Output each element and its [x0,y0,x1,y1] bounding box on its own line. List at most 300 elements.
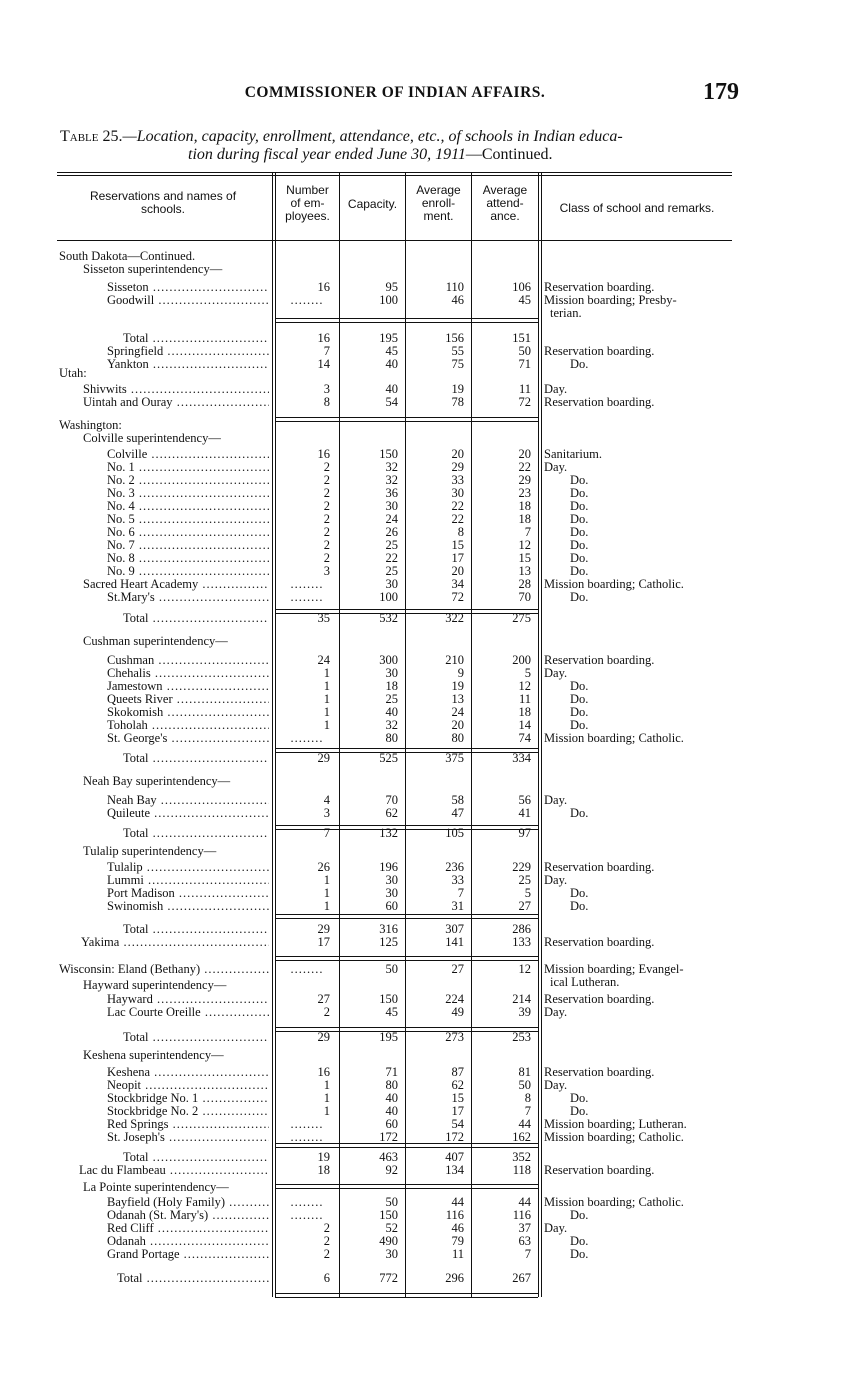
capacity-cell: 196 [379,860,398,874]
capacity-cell: 30 [385,886,398,900]
total-row [57,612,732,625]
remarks-cell: Reservation boarding. [544,860,655,874]
attendance-cell: 7 [524,525,531,539]
capacity-cell: 60 [385,899,398,913]
school-name: Lummi ..... [107,874,269,887]
remarks-cell: Do. [570,473,589,487]
enrollment-cell: 54 [451,1117,464,1131]
attendance-cell: 22 [518,460,531,474]
school-name: Shivwits ..... [83,383,269,396]
remarks-cell: Reservation boarding. [544,935,655,949]
enrollment-cell: 17 [451,1104,464,1118]
enrollment-cell: 17 [451,551,464,565]
caption-suffix: —Continued. [465,146,553,163]
employees-cell: 2 [323,538,330,552]
col-header-attendance: Average attend- ance. [482,183,528,223]
school-name: Bayfield (Holy Family) ..... [107,1196,269,1209]
employees-cell: 26 [317,860,330,874]
school-name: Total ..... [123,923,269,936]
school-name: Total ..... [123,332,269,345]
capacity-cell: 40 [385,1104,398,1118]
remarks-continuation: ical Lutheran. [550,975,620,989]
attendance-cell: 200 [512,653,531,667]
school-name: Skokomish ..... [107,706,269,719]
employees-cell: 24 [317,653,330,667]
school-name: Swinomish ..... [107,900,269,913]
employees-cell: 19 [317,1150,330,1164]
attendance-cell: 27 [518,899,531,913]
enrollment-cell: 46 [451,293,464,307]
remarks-cell: Mission boarding; Catholic. [544,1195,684,1209]
school-name: No. 4 ..... [107,500,269,513]
school-name: Total ..... [123,612,269,625]
remarks-cell: Reservation boarding. [544,653,655,667]
section-heading: Utah: [59,366,87,380]
enrollment-cell: 34 [451,577,464,591]
attendance-cell: 50 [518,1078,531,1092]
table-label: Table 25. [60,128,123,145]
employees-cell: 35 [317,611,330,625]
enrollment-cell: 375 [445,751,464,765]
remarks-cell: Reservation boarding. [544,280,655,294]
page-number: 179 [703,79,739,105]
capacity-cell: 80 [385,731,398,745]
total-row [57,1272,732,1285]
employees-cell: 16 [317,331,330,345]
enrollment-cell: 116 [445,1208,464,1222]
remarks-cell: Do. [570,679,589,693]
total-row [57,827,732,840]
enrollment-cell: 105 [445,826,464,840]
attendance-cell: 50 [518,344,531,358]
attendance-cell: 18 [518,499,531,513]
attendance-cell: 41 [518,806,531,820]
subtotal-rule [275,1184,538,1189]
enrollment-cell: 44 [451,1195,464,1209]
running-header [0,79,857,108]
total-row [57,1031,732,1044]
section-heading: Washington: [59,418,122,432]
capacity-cell: 32 [385,460,398,474]
col-header-employees: Number of em- ployees. [285,183,330,223]
superintendency-heading: La Pointe superintendency— [83,1180,229,1194]
data-table [57,172,732,1297]
remarks-cell: Day. [544,460,568,474]
school-name: No. 6 ..... [107,526,269,539]
school-name: Port Madison ..... [107,887,269,900]
enrollment-cell: 19 [451,679,464,693]
remarks-cell: Do. [570,1247,589,1261]
employees-cell: 3 [323,564,330,578]
school-name: Wisconsin: Eland (Bethany) ..... [59,963,269,976]
employees-cell: 14 [317,357,330,371]
attendance-cell: 28 [518,577,531,591]
attendance-cell: 18 [518,705,531,719]
capacity-cell: 100 [379,590,398,604]
employees-cell: 27 [317,992,330,1006]
school-name: No. 9 ..... [107,565,269,578]
enrollment-cell: 8 [457,525,464,539]
enrollment-cell: 224 [445,992,464,1006]
empty-cell-dots: ........ [290,591,324,604]
employees-cell: 7 [323,344,330,358]
enrollment-cell: 307 [445,922,464,936]
remarks-cell: Do. [570,538,589,552]
employees-cell: 2 [323,486,330,500]
capacity-cell: 132 [379,826,398,840]
capacity-cell: 32 [385,473,398,487]
attendance-cell: 18 [518,512,531,526]
attendance-cell: 44 [518,1117,531,1131]
enrollment-cell: 72 [451,590,464,604]
employees-cell: 3 [323,806,330,820]
enrollment-cell: 11 [451,1247,464,1261]
employees-cell: 1 [323,705,330,719]
enrollment-cell: 19 [451,382,464,396]
attendance-cell: 39 [518,1005,531,1019]
caption-line-2: tion during fiscal year ended June 30, 1911 [188,146,466,163]
employees-cell: 29 [317,751,330,765]
remarks-cell: Do. [570,886,589,900]
school-name: Tulalip ..... [107,861,269,874]
table-row [57,732,732,745]
table-row [57,936,732,949]
school-name: Chehalis ..... [107,667,269,680]
attendance-cell: 151 [512,331,531,345]
employees-cell: 2 [323,460,330,474]
enrollment-cell: 46 [451,1221,464,1235]
table-row [57,1164,732,1177]
attendance-cell: 13 [518,564,531,578]
employees-cell: 1 [323,1091,330,1105]
remarks-cell: Day. [544,382,568,396]
attendance-cell: 5 [524,666,531,680]
school-name: Queets River ..... [107,693,269,706]
attendance-cell: 20 [518,447,531,461]
remarks-cell: Do. [570,486,589,500]
employees-cell: 1 [323,1078,330,1092]
remarks-cell: Do. [570,692,589,706]
remarks-cell: Day. [544,1078,568,1092]
capacity-cell: 100 [379,293,398,307]
empty-cell-dots: ........ [290,294,324,307]
table-row [57,1006,732,1019]
capacity-cell: 32 [385,718,398,732]
capacity-cell: 30 [385,666,398,680]
enrollment-cell: 22 [451,499,464,513]
capacity-cell: 26 [385,525,398,539]
school-name: Cushman ..... [107,654,269,667]
school-name: Springfield ..... [107,345,269,358]
employees-cell: 2 [323,473,330,487]
col-header-remarks: Class of school and remarks. [559,201,715,215]
attendance-cell: 25 [518,873,531,887]
capacity-cell: 62 [385,806,398,820]
school-name: Lac du Flambeau ..... [79,1164,269,1177]
remarks-cell: Do. [570,551,589,565]
table-row [57,807,732,820]
school-name: Lac Courte Oreille ..... [107,1006,269,1019]
enrollment-cell: 62 [451,1078,464,1092]
school-name: Neopit ..... [107,1079,269,1092]
school-name: No. 2 ..... [107,474,269,487]
col-header-enrollment: Average enroll- ment. [416,183,461,223]
empty-cell-dots: ........ [290,578,324,591]
school-name: Yakima ..... [81,936,269,949]
employees-cell: 1 [323,886,330,900]
attendance-cell: 275 [512,611,531,625]
capacity-cell: 25 [385,692,398,706]
col-header-capacity: Capacity. [347,197,398,211]
enrollment-cell: 210 [445,653,464,667]
school-name: Goodwill ..... [107,294,269,307]
enrollment-cell: 172 [445,1130,464,1144]
capacity-cell: 40 [385,1091,398,1105]
school-name: No. 7 ..... [107,539,269,552]
superintendency-heading: Hayward superintendency— [83,978,227,992]
header-bottom-rule [57,240,732,241]
capacity-cell: 80 [385,1078,398,1092]
remarks-cell: Mission boarding; Lutheran. [544,1117,687,1131]
remarks-cell: Do. [570,1104,589,1118]
enrollment-cell: 15 [451,1091,464,1105]
remarks-cell: Do. [570,590,589,604]
superintendency-heading: Tulalip superintendency— [83,844,217,858]
capacity-cell: 40 [385,705,398,719]
remarks-cell: Day. [544,793,568,807]
attendance-cell: 74 [518,731,531,745]
table-row [57,293,732,320]
remarks-cell: Reservation boarding. [544,1065,655,1079]
enrollment-cell: 79 [451,1234,464,1248]
employees-cell: 1 [323,718,330,732]
employees-cell: 2 [323,1221,330,1235]
capacity-cell: 195 [379,331,398,345]
table-top-rule [57,172,732,173]
attendance-cell: 12 [518,679,531,693]
remarks-cell: Do. [570,564,589,578]
school-name: St.Mary's ..... [107,591,269,604]
remarks-cell: Reservation boarding. [544,992,655,1006]
employees-cell: 29 [317,922,330,936]
attendance-cell: 5 [524,886,531,900]
employees-cell: 18 [317,1163,330,1177]
enrollment-cell: 33 [451,473,464,487]
attendance-cell: 70 [518,590,531,604]
enrollment-cell: 29 [451,460,464,474]
enrollment-cell: 15 [451,538,464,552]
school-name: Keshena ..... [107,1066,269,1079]
employees-cell: 2 [323,512,330,526]
attendance-cell: 12 [518,962,531,976]
capacity-cell: 316 [379,922,398,936]
remarks-cell: Mission boarding; Catholic. [544,1130,684,1144]
capacity-cell: 525 [379,751,398,765]
capacity-cell: 52 [385,1221,398,1235]
school-name: Stockbridge No. 2 ..... [107,1105,269,1118]
empty-cell-dots: ........ [290,732,324,745]
enrollment-cell: 322 [445,611,464,625]
caption-line-1: —Location, capacity, enrollment, attendance, etc., of schools in Indian educa- [122,128,623,145]
enrollment-cell: 30 [451,486,464,500]
capacity-cell: 463 [379,1150,398,1164]
enrollment-cell: 49 [451,1005,464,1019]
subtotal-rule [275,318,538,323]
school-name: Jamestown ..... [107,680,269,693]
remarks-cell: Do. [570,899,589,913]
school-name: Sacred Heart Academy ..... [83,578,269,591]
superintendency-heading: Sisseton superintendency— [83,262,223,276]
capacity-cell: 45 [385,1005,398,1019]
capacity-cell: 195 [379,1030,398,1044]
employees-cell: 2 [323,1247,330,1261]
attendance-cell: 162 [512,1130,531,1144]
school-name: St. Joseph's ..... [107,1131,269,1144]
enrollment-cell: 75 [451,357,464,371]
attendance-cell: 56 [518,793,531,807]
school-name: Total ..... [117,1272,269,1285]
employees-cell: 29 [317,1030,330,1044]
enrollment-cell: 33 [451,873,464,887]
school-name: Hayward ..... [107,993,269,1006]
employees-cell: 1 [323,1104,330,1118]
attendance-cell: 106 [512,280,531,294]
school-name: Stockbridge No. 1 ..... [107,1092,269,1105]
capacity-cell: 25 [385,564,398,578]
capacity-cell: 532 [379,611,398,625]
school-name: Red Springs ..... [107,1118,269,1131]
employees-cell: 1 [323,679,330,693]
subtotal-rule [275,914,538,919]
attendance-cell: 334 [512,751,531,765]
enrollment-cell: 58 [451,793,464,807]
enrollment-cell: 27 [451,962,464,976]
remarks-cell: Do. [570,1091,589,1105]
enrollment-cell: 24 [451,705,464,719]
table-top-rule-2 [57,175,732,176]
school-name: Yankton ..... [107,358,269,371]
enrollment-cell: 80 [451,731,464,745]
superintendency-heading: Colville superintendency— [83,431,221,445]
table-row [57,358,732,371]
employees-cell: 2 [323,499,330,513]
table-row [57,396,732,409]
remarks-cell: Do. [570,806,589,820]
school-name: Total ..... [123,1151,269,1164]
enrollment-cell: 55 [451,344,464,358]
remarks-cell: Sanitarium. [544,447,602,461]
employees-cell: 16 [317,447,330,461]
col-header-name: Reservations and names of schools. [89,189,237,216]
capacity-cell: 150 [379,1208,398,1222]
attendance-cell: 7 [524,1104,531,1118]
employees-cell: 6 [323,1271,330,1285]
remarks-cell: Reservation boarding. [544,395,655,409]
enrollment-cell: 273 [445,1030,464,1044]
remarks-cell: Mission boarding; Catholic. [544,577,684,591]
attendance-cell: 72 [518,395,531,409]
remarks-cell: Do. [570,1234,589,1248]
enrollment-cell: 87 [451,1065,464,1079]
capacity-cell: 36 [385,486,398,500]
school-name: Toholah ..... [107,719,269,732]
capacity-cell: 40 [385,382,398,396]
enrollment-cell: 20 [451,447,464,461]
enrollment-cell: 20 [451,718,464,732]
attendance-cell: 29 [518,473,531,487]
school-name: Odanah ..... [107,1235,269,1248]
school-name: Neah Bay ..... [107,794,269,807]
enrollment-cell: 13 [451,692,464,706]
capacity-cell: 172 [379,1130,398,1144]
enrollment-cell: 236 [445,860,464,874]
remarks-cell: Do. [570,357,589,371]
attendance-cell: 23 [518,486,531,500]
attendance-cell: 11 [518,382,531,396]
enrollment-cell: 296 [445,1271,464,1285]
attendance-cell: 63 [518,1234,531,1248]
capacity-cell: 30 [385,499,398,513]
employees-cell: 1 [323,899,330,913]
capacity-cell: 92 [385,1163,398,1177]
attendance-cell: 7 [524,1247,531,1261]
remarks-cell: Reservation boarding. [544,344,655,358]
capacity-cell: 30 [385,873,398,887]
capacity-cell: 54 [385,395,398,409]
enrollment-cell: 22 [451,512,464,526]
attendance-cell: 286 [512,922,531,936]
capacity-cell: 490 [379,1234,398,1248]
attendance-cell: 97 [518,826,531,840]
school-name: Uintah and Ouray ..... [83,396,269,409]
enrollment-cell: 7 [457,886,464,900]
attendance-cell: 12 [518,538,531,552]
remarks-cell: Do. [570,718,589,732]
subtotal-rule [275,417,538,422]
school-name: No. 3 ..... [107,487,269,500]
employees-cell: 1 [323,666,330,680]
employees-cell: 16 [317,280,330,294]
remarks-cell: Do. [570,1208,589,1222]
capacity-cell: 60 [385,1117,398,1131]
total-row [57,752,732,765]
employees-cell: 16 [317,1065,330,1079]
employees-cell: 17 [317,935,330,949]
school-name: No. 5 ..... [107,513,269,526]
school-name: Quileute ..... [107,807,269,820]
employees-cell: 8 [323,395,330,409]
enrollment-cell: 78 [451,395,464,409]
attendance-cell: 133 [512,935,531,949]
employees-cell: 3 [323,382,330,396]
empty-cell-dots: ........ [290,1118,324,1131]
capacity-cell: 45 [385,344,398,358]
capacity-cell: 70 [385,793,398,807]
remarks-cell: Do. [570,512,589,526]
capacity-cell: 30 [385,577,398,591]
enrollment-cell: 407 [445,1150,464,1164]
capacity-cell: 22 [385,551,398,565]
capacity-cell: 300 [379,653,398,667]
capacity-cell: 50 [385,962,398,976]
school-name: Total ..... [123,827,269,840]
attendance-cell: 71 [518,357,531,371]
remarks-cell: Day. [544,1221,568,1235]
school-name: Total ..... [123,752,269,765]
table-row [57,591,732,604]
superintendency-heading: Neah Bay superintendency— [83,774,231,788]
enrollment-cell: 20 [451,564,464,578]
